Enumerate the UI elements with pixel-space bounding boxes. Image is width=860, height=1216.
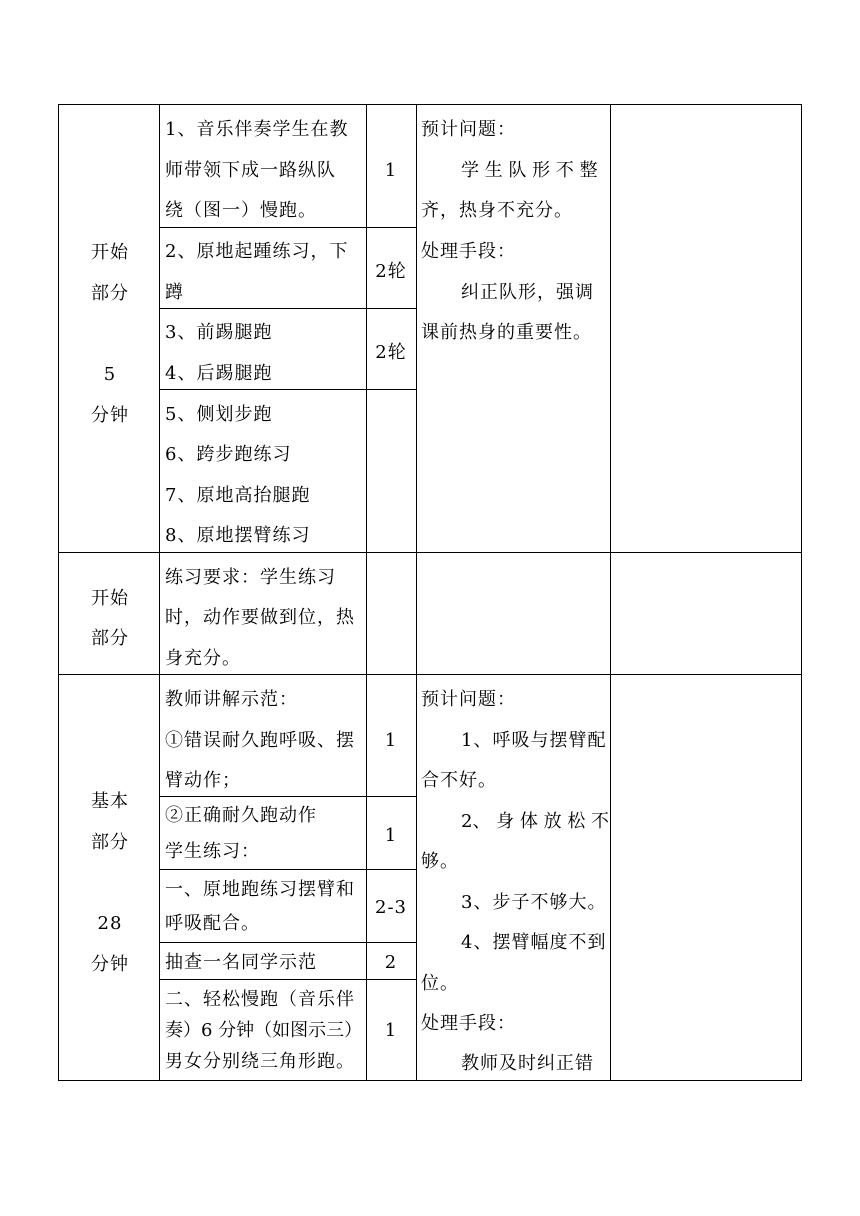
activity-line: 8、原地摆臂练习: [165, 525, 311, 546]
activity-line: 二、轻松慢跑（音乐伴: [165, 989, 355, 1010]
solution-title: 处理手段：: [421, 1013, 516, 1034]
problem-line: 够。: [421, 851, 459, 872]
solution-title: 处理手段：: [421, 241, 516, 262]
table-border: [159, 979, 416, 980]
activity-line: 7、原地高抬腿跑: [165, 485, 311, 506]
table-border: [159, 227, 416, 228]
problem-line: 2、 身 体 放 松 不: [461, 811, 610, 832]
problem-title: 预计问题：: [421, 689, 516, 710]
activity-count: 1: [384, 1020, 398, 1041]
problem-line: 位。: [421, 973, 459, 994]
activity-line: 男女分别绕三角形跑。: [165, 1051, 355, 1072]
activity-count: 1: [384, 825, 398, 846]
problem-line: 3、步子不够大。: [461, 892, 607, 913]
requirement-line: 练习要求：学生练习: [165, 567, 336, 588]
requirement-line: 时，动作要做到位，热: [165, 607, 355, 628]
activity-line: 2、原地起踵练习，下: [165, 241, 349, 262]
part-label: 部分: [91, 832, 129, 853]
activity-count: 2: [384, 952, 398, 973]
solution-line: 教师及时纠正错: [461, 1053, 594, 1074]
activity-count: 2轮: [375, 261, 407, 282]
activity-count: 1: [384, 160, 398, 181]
part-label: 部分: [91, 283, 129, 304]
table-border: [58, 104, 59, 1081]
table-border: [159, 104, 160, 1081]
activity-line: 臂动作；: [165, 770, 241, 791]
activity-line: 教师讲解示范：: [165, 689, 298, 710]
part-label: 开始: [91, 588, 129, 609]
problem-line: 学 生 队 形 不 整: [461, 160, 598, 181]
activity-line: 师带领下成一路纵队: [165, 160, 336, 181]
table-border: [58, 104, 802, 105]
table-border: [58, 1080, 802, 1081]
table-border: [159, 796, 416, 797]
problem-line: 齐，热身不充分。: [421, 200, 573, 221]
table-border: [366, 104, 367, 1081]
activity-line: 蹲: [165, 282, 184, 303]
table-border: [801, 104, 802, 1081]
part-label: 基本: [91, 791, 129, 812]
activity-line: 4、后踢腿跑: [165, 363, 273, 384]
duration-unit: 分钟: [91, 405, 129, 426]
table-border: [58, 674, 802, 675]
activity-line: 呼吸配合。: [165, 913, 260, 934]
table-border: [58, 552, 802, 553]
part-label: 部分: [91, 628, 129, 649]
activity-count: 2-3: [375, 897, 407, 918]
activity-line: 绕（图一）慢跑。: [165, 200, 317, 221]
part-label: 开始: [91, 242, 129, 263]
activity-line: 一、原地跑练习摆臂和: [165, 879, 355, 900]
solution-line: 课前热身的重要性。: [421, 322, 592, 343]
activity-count: 2轮: [375, 342, 407, 363]
duration-value: 28: [97, 913, 123, 934]
activity-line: ②正确耐久跑动作: [165, 805, 317, 826]
table-border: [416, 104, 417, 1081]
activity-line: 6、跨步跑练习: [165, 444, 292, 465]
activity-count: 1: [384, 730, 398, 751]
activity-line: 奏）6 分钟（如图示三）: [165, 1020, 363, 1041]
table-border: [610, 104, 611, 1081]
problem-line: 1、呼吸与摆臂配: [461, 730, 607, 751]
activity-line: 1、音乐伴奏学生在教: [165, 119, 349, 140]
duration-value: 5: [103, 364, 117, 385]
activity-line: 抽查一名同学示范: [165, 952, 317, 973]
activity-line: 5、侧划步跑: [165, 404, 273, 425]
activity-line: 3、前踢腿跑: [165, 322, 273, 343]
problem-line: 4、摆臂幅度不到: [461, 932, 607, 953]
problem-line: 合不好。: [421, 770, 497, 791]
duration-unit: 分钟: [91, 954, 129, 975]
requirement-line: 身充分。: [165, 648, 241, 669]
table-border: [159, 942, 416, 943]
activity-line: ①错误耐久跑呼吸、摆: [165, 730, 355, 751]
table-border: [159, 389, 416, 390]
problem-title: 预计问题：: [421, 119, 516, 140]
table-border: [159, 869, 416, 870]
activity-line: 学生练习：: [165, 841, 260, 862]
solution-line: 纠正队形，强调: [461, 282, 594, 303]
table-border: [159, 308, 416, 309]
